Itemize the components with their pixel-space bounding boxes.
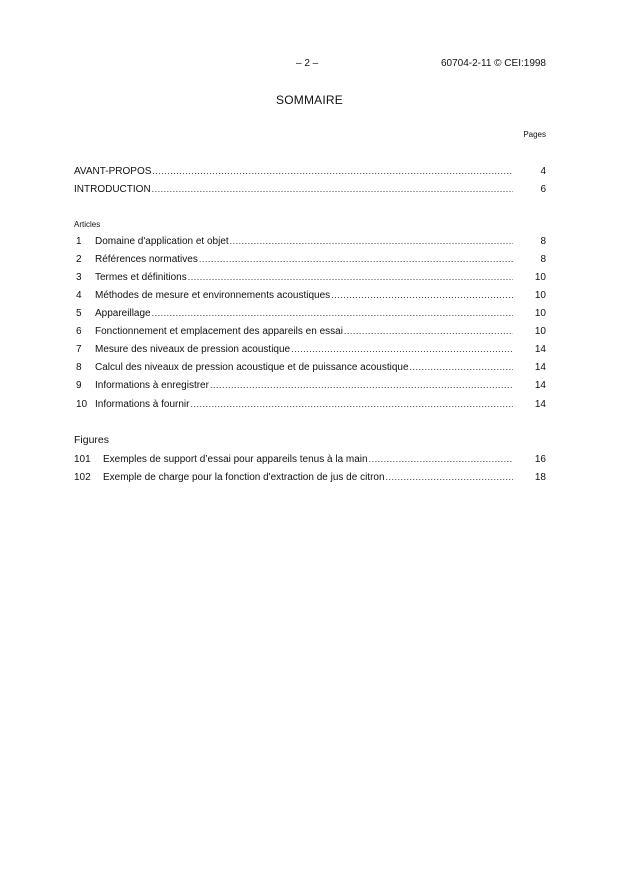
article-number: 3 [76,272,82,283]
article-number: 8 [76,362,82,373]
dot-leader [344,323,513,339]
dot-leader [199,251,513,267]
dot-leader [410,359,513,375]
toc-entry-label: Domaine d'application et objet [95,236,229,247]
toc-entry-page: 10 [534,272,546,283]
toc-entry-label: Fonctionnement et emplacement des appareils en essai [95,326,343,337]
toc-entry-page: 4 [540,166,546,177]
toc-entry-page: 10 [534,326,546,337]
toc-entry-label: Exemple de charge pour la fonction d'extraction de jus de citron [103,472,385,483]
toc-entry-page: 14 [534,380,546,391]
toc-entry-page: 14 [534,362,546,373]
toc-entry-page: 8 [540,236,546,247]
page-number: – 2 – [296,58,319,69]
pages-column-label: Pages [523,130,546,139]
dot-leader [152,163,513,179]
toc-entry-foreword[interactable] [74,163,546,179]
figure-number: 101 [74,454,91,465]
dot-leader [152,305,513,321]
toc-entry-label: Méthodes de mesure et environnements acoustiques [95,290,331,301]
dot-leader [369,451,513,467]
toc-entry-label: AVANT-PROPOS [74,166,152,177]
dot-leader [230,233,513,249]
article-number: 4 [76,290,82,301]
toc-entry-page: 10 [534,290,546,301]
dot-leader [191,396,514,412]
article-number: 1 [76,236,82,247]
article-number: 6 [76,326,82,337]
toc-entry-label: Informations à enregistrer [95,380,209,391]
toc-figure-entry[interactable] [74,451,546,467]
article-number: 5 [76,308,82,319]
figure-number: 102 [74,472,91,483]
toc-entry-page: 6 [540,184,546,195]
article-number: 9 [76,380,82,391]
dot-leader [386,469,513,485]
dot-leader [331,287,513,303]
page-title: SOMMAIRE [276,93,343,107]
toc-article-entry[interactable] [74,287,546,303]
toc-entry-page: 14 [534,344,546,355]
toc-entry-page: 14 [534,399,546,410]
toc-article-entry[interactable] [74,233,546,249]
dot-leader [152,181,513,197]
article-number: 2 [76,254,82,265]
document-reference: 60704-2-11 © CEI:1998 [440,58,546,69]
toc-article-entry[interactable] [74,359,546,375]
toc-entry-page: 18 [534,472,546,483]
toc-article-entry[interactable] [74,251,546,267]
dot-leader [188,269,513,285]
article-number: 7 [76,344,82,355]
articles-section-label: Articles [74,220,101,229]
toc-entry-label: Informations à fournir [95,399,190,410]
toc-article-entry[interactable] [74,377,546,393]
toc-entry-label: INTRODUCTION [74,184,151,195]
toc-entry-label: Appareillage [95,308,151,319]
toc-entry-introduction[interactable] [74,181,546,197]
toc-entry-label: Termes et définitions [95,272,187,283]
toc-article-entry[interactable] [74,269,546,285]
toc-entry-label: Mesure des niveaux de pression acoustique [95,344,291,355]
toc-entry-page: 16 [534,454,546,465]
figures-section-label: Figures [74,434,110,446]
toc-figure-entry[interactable] [74,469,546,485]
toc-article-entry[interactable] [74,396,546,412]
toc-article-entry[interactable] [74,305,546,321]
article-number: 10 [76,399,88,410]
toc-article-entry[interactable] [74,323,546,339]
dot-leader [210,377,513,393]
toc-entry-page: 10 [534,308,546,319]
toc-entry-label: Exemples de support d’essai pour appareils tenus à la main [103,454,368,465]
toc-entry-label: Références normatives [95,254,198,265]
toc-article-entry[interactable] [74,341,546,357]
dot-leader [291,341,513,357]
toc-entry-label: Calcul des niveaux de pression acoustique et de puissance acoustique [95,362,409,373]
toc-entry-page: 8 [540,254,546,265]
